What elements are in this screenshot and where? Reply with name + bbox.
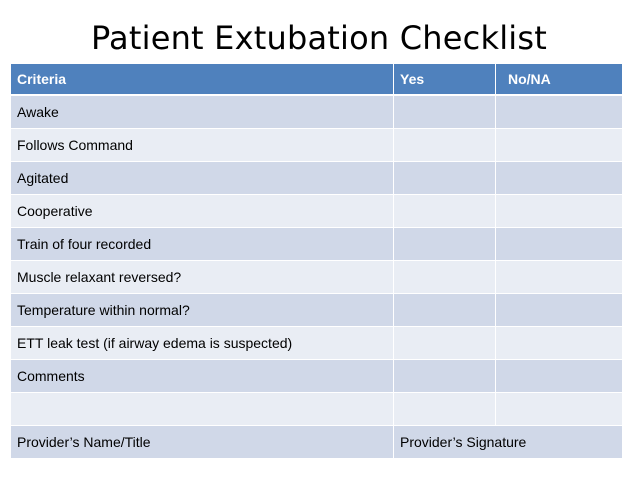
no-na-cell[interactable] — [496, 261, 622, 294]
no-na-cell[interactable] — [496, 294, 622, 327]
table-header-row — [11, 64, 622, 96]
no-na-cell[interactable] — [496, 327, 622, 360]
header-yes: Yes — [394, 64, 496, 96]
table-row — [11, 261, 622, 294]
table-row — [11, 360, 622, 393]
criteria-cell: Agitated — [11, 162, 394, 195]
yes-cell[interactable] — [394, 162, 496, 195]
criteria-cell: Temperature within normal? — [11, 294, 394, 327]
yes-cell[interactable] — [394, 294, 496, 327]
comments-entry-cell[interactable] — [11, 393, 394, 426]
yes-cell[interactable] — [394, 228, 496, 261]
criteria-cell: Follows Command — [11, 129, 394, 162]
table-row — [11, 96, 622, 129]
no-na-cell[interactable] — [496, 162, 622, 195]
table-row — [11, 195, 622, 228]
criteria-cell: Comments — [11, 360, 394, 393]
yes-cell[interactable] — [394, 129, 496, 162]
table-row — [11, 162, 622, 195]
page-title: Patient Extubation Checklist — [90, 19, 547, 57]
criteria-cell: Muscle relaxant reversed? — [11, 261, 394, 294]
table-row — [11, 393, 622, 426]
table-row — [11, 327, 622, 360]
yes-cell[interactable] — [394, 360, 496, 393]
provider-signature-label[interactable]: Provider’s Signature — [394, 426, 622, 459]
no-na-cell[interactable] — [496, 195, 622, 228]
no-na-cell[interactable] — [496, 96, 622, 129]
no-na-cell[interactable] — [496, 228, 622, 261]
criteria-cell: Train of four recorded — [11, 228, 394, 261]
provider-name-label[interactable]: Provider’s Name/Title — [11, 426, 394, 459]
yes-cell[interactable] — [394, 327, 496, 360]
table-row — [11, 228, 622, 261]
yes-cell[interactable] — [394, 96, 496, 129]
criteria-cell: Awake — [11, 96, 394, 129]
no-na-cell[interactable] — [496, 393, 622, 426]
table-row — [11, 129, 622, 162]
yes-cell[interactable] — [394, 261, 496, 294]
criteria-cell: ETT leak test (if airway edema is suspected) — [11, 327, 394, 360]
yes-cell[interactable] — [394, 195, 496, 228]
criteria-cell: Cooperative — [11, 195, 394, 228]
table-row — [11, 294, 622, 327]
no-na-cell[interactable] — [496, 360, 622, 393]
header-no-na: No/NA — [496, 64, 622, 96]
no-na-cell[interactable] — [496, 129, 622, 162]
provider-row — [11, 426, 622, 459]
header-criteria: Criteria — [11, 64, 394, 96]
checklist-table — [11, 64, 622, 459]
yes-cell[interactable] — [394, 393, 496, 426]
